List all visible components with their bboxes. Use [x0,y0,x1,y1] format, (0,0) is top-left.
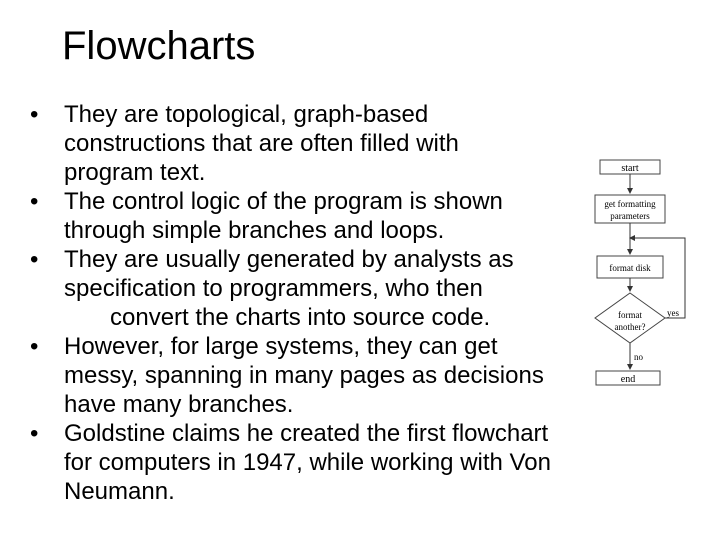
bullet-text-line: convert the charts into source code. [110,304,491,331]
process-label-line2: parameters [610,211,650,221]
bullet-text-line: They are usually generated by analysts as [64,246,514,273]
bullet-text-line: They are topological, graph-based [64,101,429,128]
bullet-dot: • [30,420,39,447]
bullet-list [30,100,670,506]
bullet-item [30,100,670,187]
format-disk-label: format disk [609,263,651,273]
flowchart-diagram [590,155,690,390]
start-label: start [621,163,639,174]
bullet-text-line: constructions that are often filled with [64,130,459,157]
bullet-text-line: for computers in 1947, while working with Von [64,449,551,476]
no-label: no [634,352,643,362]
bullet-dot: • [30,246,39,273]
bullet-text-line: have many branches. [64,391,294,418]
bullet-item [30,245,670,332]
decision-label-line2: another? [614,322,646,332]
bullet-text-line: program text. [64,159,206,186]
bullet-dot: • [30,333,39,360]
bullet-text-line: The control logic of the program is shown [64,188,503,215]
bullet-dot: • [30,101,39,128]
bullet-item [30,187,670,245]
bullet-text-line: messy, spanning in many pages as decisions [64,362,544,389]
bullet-text-line: specification to programmers, who then [64,275,483,302]
bullet-dot: • [30,188,39,215]
process-label-line1: get formatting [604,199,656,209]
decision-label-line1: format [618,310,642,320]
bullet-text-line: through simple branches and loops. [64,217,445,244]
bullet-item [30,419,670,506]
bullet-text-line: Goldstine claims he created the first flowchart [64,420,549,447]
yes-label: yes [667,308,679,318]
end-label: end [620,374,636,385]
slide-title: Flowcharts [62,24,256,68]
bullet-item [30,332,670,419]
bullet-text-line: Neumann. [64,478,175,505]
bullet-text-line: However, for large systems, they can get [64,333,498,360]
